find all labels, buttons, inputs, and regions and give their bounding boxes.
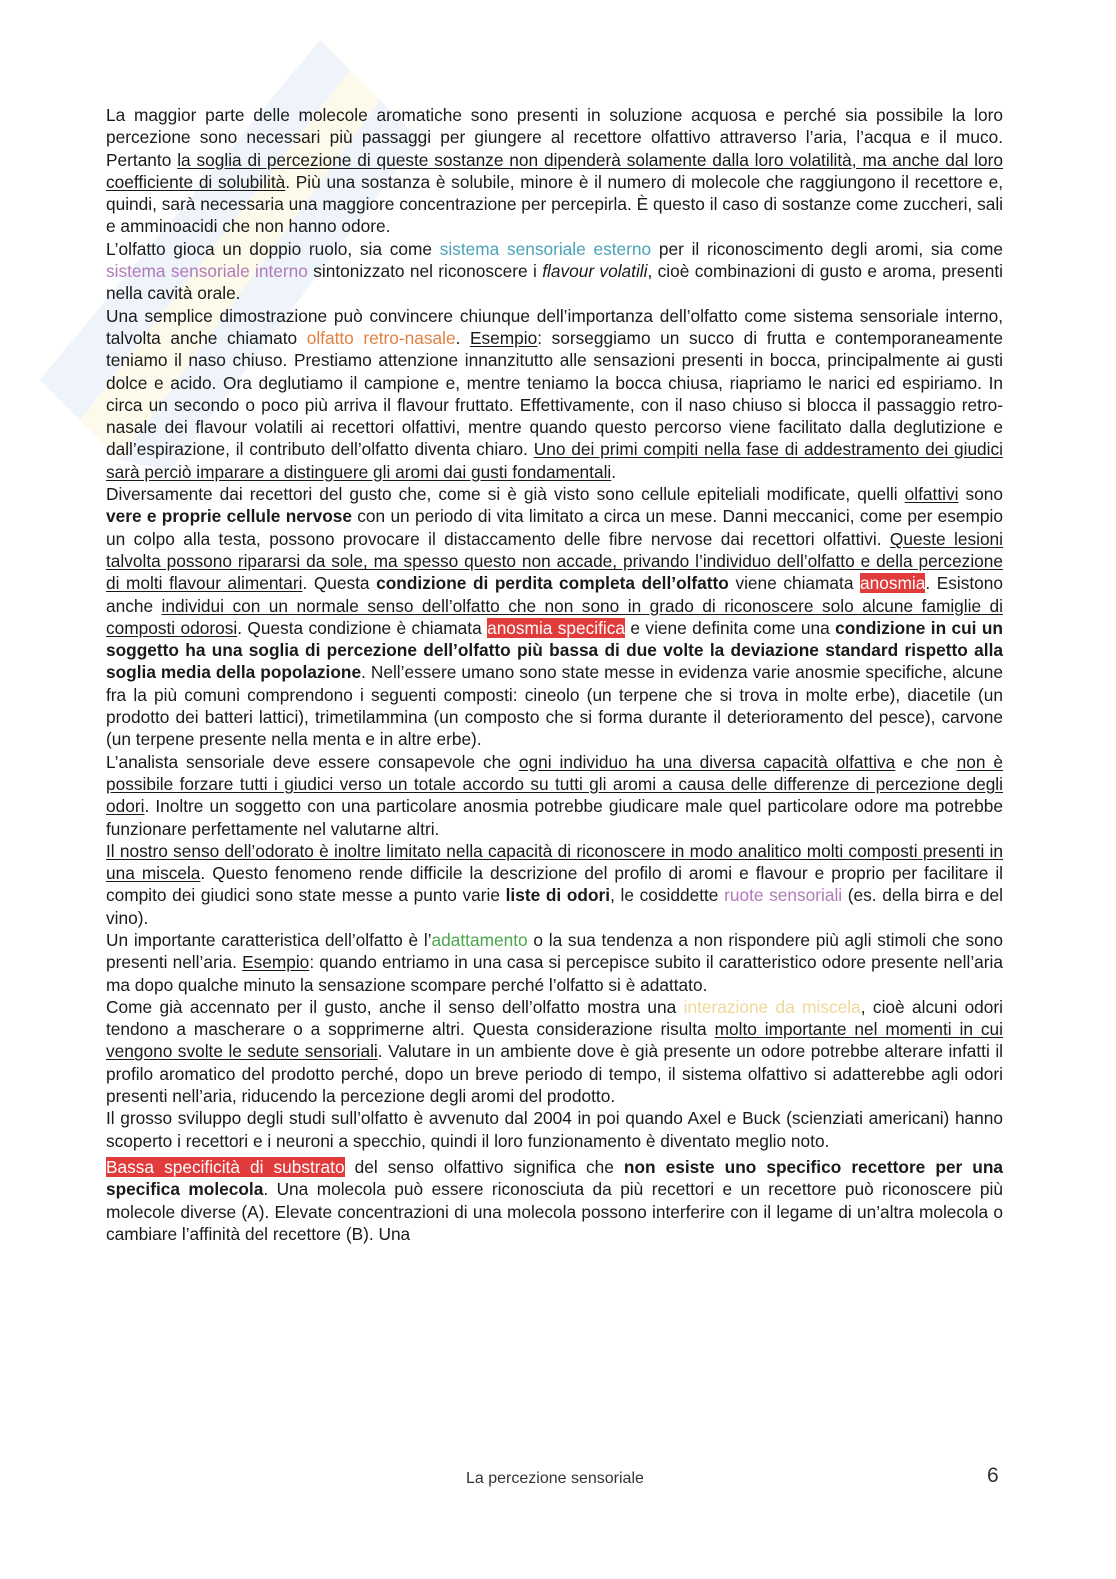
text: . Più una sostanza è solubile, minore è il numero di molecole che raggiungono il recettore e, quindi, sarà necessaria una maggiore concentrazione per percepirla. È questo il caso di sostanze come zuccheri, sali e amminoacidi che non hanno odore. xyxy=(106,171,1003,237)
text: L’analista sensoriale deve essere consapevole che xyxy=(106,751,519,772)
underlined-text: Uno dei primi compiti nella fase di addestramento dei giudici sarà perciò imparare a distinguere gli aromi dai gusti fondamentali xyxy=(106,439,1003,482)
highlighted-term: anosmia specifica xyxy=(487,617,626,638)
underlined-text: non è possibile forzare tutti i giudici verso un totale accordo su tutti gli aromi a causa delle differenze di percezione degli odori xyxy=(106,751,1004,817)
text: , cioè combinazioni di gusto e aroma, presenti nella cavità orale. xyxy=(106,261,1003,304)
text: con un periodo di vita limitato a circa un mese. Danni meccanici, come per esempio un colpo alla testa, possono provocare il distaccamento delle fibre nervose dai recettori olfattivi. xyxy=(106,506,1003,549)
bold-text: liste di odori xyxy=(505,885,611,906)
paragraph-history xyxy=(106,1107,1003,1152)
text: . Nell’essere umano sono state messe in evidenza varie anosmie specifiche, alcune fra la più comuni comprendono i seguenti composti: cineolo (un terpene che si trova in molte erbe), diacetile (un prodotto dei batteri lattici), trimetilammina (un composto che si forma durante il deterioramento del pesce), carvone (un terpene presente nella menta e in altre erbe). xyxy=(106,662,1004,750)
page-number: 6 xyxy=(987,1464,999,1487)
text: Una semplice dimostrazione può convincere chiunque dell’importanza dell’olfatto come sistema sensoriale interno, talvolta anche chiamato xyxy=(106,305,1003,348)
underlined-text: la soglia di percezione di queste sostanze non dipenderà solamente dalla loro volatilità, ma anche dal loro coefficiente di solubilità xyxy=(106,149,1003,192)
paragraph-retronasal xyxy=(106,305,1003,483)
text: . Valutare in un ambiente dove è già presente un odore potrebbe alterare infatti il profilo aromatico del prodotto perché, dopo un breve periodo di tempo, il sistema olfattivo si adatterebbe agli odori presenti nell’aria, riducendo la percezione degli aromi del prodotto. xyxy=(106,1041,1003,1107)
underlined-text: molto importante nel momenti in cui vengono svolte le sedute sensoriali xyxy=(106,1019,1004,1062)
text: viene chiamata xyxy=(728,573,861,594)
bold-text: vere e proprie cellule nervose xyxy=(106,506,352,527)
text: . Questa xyxy=(302,573,377,594)
text: o la sua tendenza a non rispondere più agli stimoli che sono presenti nell’aria. xyxy=(106,929,1003,973)
text: sono xyxy=(958,484,1003,505)
text: : sorseggiamo un succo di frutta e contemporaneamente teniamo il naso chiuso. Prestiamo attenzione innanzitutto alle sensazioni presenti in bocca, principalmente ai gusti dolce e acido. Ora deglutiamo il campione e, mentre teniamo la bocca chiusa, riapriamo le narici ed espiriamo. In circa un secondo o poco più arriva il flavour fruttato. Effettivamente, con il naso chiuso si blocca il passaggio retro-nasale dei flavour volatili ai recettori olfattivi, mentre quando questo percorso viene facilitato dalla deglutizione e dall’espirazione, il contributo dell’olfatto diventa chiaro. xyxy=(106,327,1003,460)
paragraph-solubility xyxy=(106,104,1003,238)
text: e che xyxy=(895,751,957,772)
text: . xyxy=(455,327,470,348)
text: . Questo fenomeno rende difficile la descrizione del profilo di aromi e flavour e proprio per facilitare il compito dei giudici sono state messe a punto varie xyxy=(106,863,1003,906)
text: per il riconoscimento degli aromi, sia come xyxy=(651,238,1003,259)
underlined-text: individui con un normale senso dell’olfatto che non sono in grado di riconoscere solo alcune famiglie di composti odorosi xyxy=(106,595,1003,638)
text: . Questa condizione è chiamata xyxy=(237,617,488,638)
text: L’olfatto gioca un doppio ruolo, sia come xyxy=(106,238,440,259)
bold-text: condizione in cui un soggetto ha una soglia di percezione dell’olfatto più bassa di due volte la deviazione standard rispetto alla soglia media della popolazione xyxy=(106,617,1003,683)
text: Come già accennato per il gusto, anche il senso dell’olfatto mostra una xyxy=(106,996,684,1017)
text: , cioè alcuni odori tendono a mascherare o a sopprimerne altri. Questa considerazione risulta xyxy=(106,996,1003,1040)
highlighted-term: anosmia xyxy=(860,573,926,594)
text: Il grosso sviluppo degli studi sull’olfatto è avvenuto dal 2004 in poi quando Axel e Buck (scienziati americani) hanno scoperto i recettori e i neuroni a specchio, quindi il loro funzionamento è diventato meglio noto. xyxy=(106,1108,1003,1151)
text: . Inoltre un soggetto con una particolare anosmia potrebbe giudicare male quel particolare odore ma potrebbe funzionare perfettamente nel valutarne altri. xyxy=(106,796,1003,839)
paragraph-adaptation xyxy=(106,929,1003,996)
underlined-text: Esempio xyxy=(469,327,538,348)
text: Diversamente dai recettori del gusto che, come si è già visto sono cellule epiteliali modificate, quelli xyxy=(106,484,905,505)
text: del senso olfattivo significa che xyxy=(344,1156,624,1177)
colored-term: sistema sensoriale interno xyxy=(106,261,308,282)
text: e viene definita come una xyxy=(625,617,836,638)
italic-term: flavour volatili xyxy=(542,261,648,282)
bold-text: non esiste uno specifico recettore per una specifica molecola xyxy=(106,1156,1003,1200)
colored-term: adattamento xyxy=(431,929,528,950)
text: . xyxy=(611,461,617,482)
text: . Esistono anche xyxy=(106,573,1004,616)
underlined-text: ogni individuo ha una diversa capacità olfattiva xyxy=(518,751,896,772)
underlined-text: olfattivi xyxy=(904,484,959,505)
text: sintonizzato nel riconoscere i xyxy=(307,261,543,282)
text: (es. della birra e del vino). xyxy=(106,885,1003,928)
paragraph-double-role xyxy=(106,238,1003,305)
bold-text: condizione di perdita completa dell’olfatto xyxy=(376,573,729,594)
underlined-text: Il nostro senso dell’odorato è inoltre limitato nella capacità di riconoscere in modo analitico molti composti presenti in una miscela xyxy=(106,840,1003,884)
paragraph-anosmia xyxy=(106,483,1003,751)
paragraph-individual-differences xyxy=(106,751,1003,840)
paragraph-mixtures xyxy=(106,840,1003,929)
text: . Una molecola può essere riconosciuta da più recettori e un recettore può riconoscere più molecole diverse (A). Elevate concentrazioni di una molecola possono interferire con il legame di un’altra molecola o cambiare l’affinità del recettore (B). Una xyxy=(106,1179,1003,1244)
paragraph-specificity xyxy=(106,1156,1003,1245)
paragraph-mixture-interaction xyxy=(106,996,1003,1107)
text: Un importante caratteristica dell’olfatto è l’ xyxy=(106,929,432,950)
colored-term: olfatto retro-nasale xyxy=(306,327,456,348)
text: : quando entriamo in una casa si percepisce subito il caratteristico odore presente nell’aria ma dopo qualche minuto la sensazione scompare perché l’olfatto si è adattato. xyxy=(106,952,1003,995)
colored-term: interazione da miscela xyxy=(683,996,861,1017)
colored-term: ruote sensoriali xyxy=(724,885,843,906)
highlighted-term: Bassa specificità di substrato xyxy=(106,1156,345,1177)
footer-title: La percezione sensoriale xyxy=(466,1470,644,1487)
text: La maggior parte delle molecole aromatiche sono presenti in soluzione acquosa e perché sia possibile la loro percezione sono necessari più passaggi per giungere al recettore olfattivo attraverso l’aria, l’acqua e il muco. Pertanto xyxy=(106,105,1003,170)
colored-term: sistema sensoriale esterno xyxy=(439,238,652,259)
text: , le cosiddette xyxy=(610,885,725,906)
document-body xyxy=(106,104,1003,1245)
underlined-text: Esempio xyxy=(242,952,310,973)
underlined-text: Queste lesioni talvolta possono ripararsi da sole, ma spesso questo non accade, privando l’individuo dell’olfatto e della percezione di molti flavour alimentari xyxy=(106,528,1004,594)
